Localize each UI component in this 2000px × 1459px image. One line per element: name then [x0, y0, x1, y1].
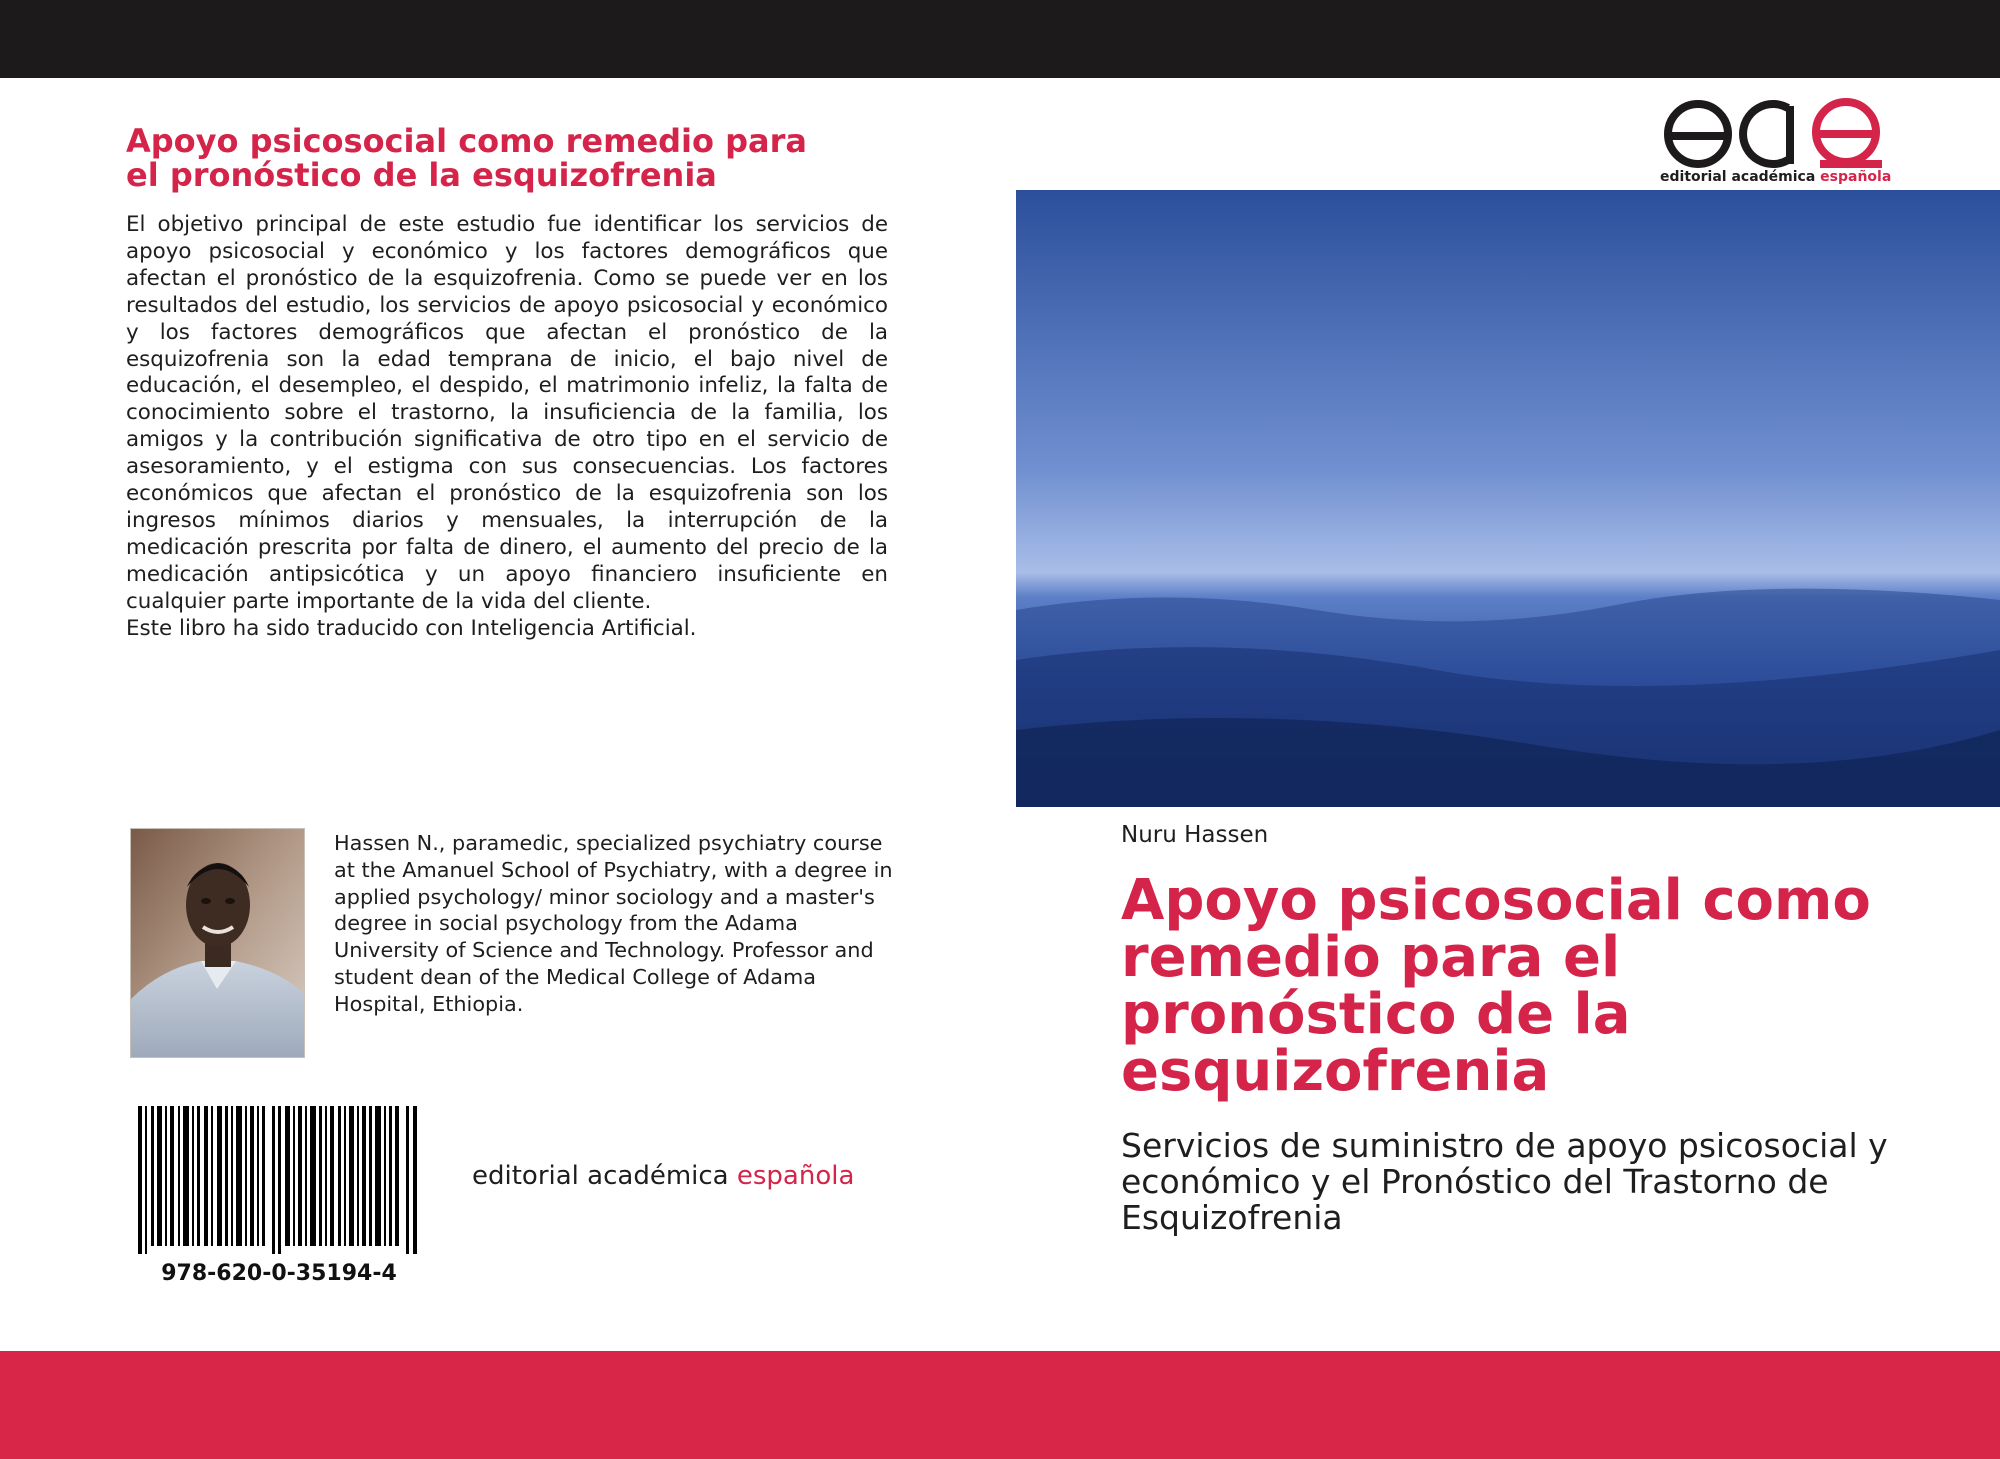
translation-note: Este libro ha sido traducido con Inteligencia Artificial. — [126, 615, 697, 641]
logo-wordmark-part-2: española — [1820, 169, 1892, 185]
publisher-name-part-1: editorial académica — [472, 1161, 737, 1191]
front-cover-subtitle: Servicios de suministro de apoyo psicosocial y económico y el Pronóstico del Trastorno de Esquizofrenia — [1121, 1126, 1888, 1237]
isbn-number: 978-620-0-35194-4 — [161, 1261, 397, 1286]
back-title-line-1: Apoyo psicosocial como remedio para — [126, 122, 808, 160]
publisher-name-part-2: española — [736, 1161, 855, 1191]
logo-wordmark-part-1: editorial académica — [1660, 169, 1821, 185]
blurb-paragraph: El objetivo principal de este estudio fue identificar los servicios de apoyo psicosocial y económico y los factores demográficos que afectan el pronóstico de la esquizofrenia. Como se puede ver en los resultados del estudio, los servicios de apoyo psicosocial y económico y los factores demográficos que afectan el pronóstico de la esquizofrenia son la edad temprana de inicio, el bajo nivel de educación, el desempleo, el despido, el matrimonio infeliz, la falta de conocimiento sobre el trastorno, la insuficiencia de la familia, los amigos y la contribución significativa de otro tipo en el servicio de asesoramiento, y el estigma con sus consecuencias. Los factores económicos que afectan el pronóstico de la esquizofrenia son los ingresos mínimos diarios y mensuales, la interrupción de la medicación prescrita por falta de dinero, el aumento del precio de la medicación antipsicótica y un apoyo financiero insuficiente en cualquier parte importante de la vida del cliente. — [126, 212, 888, 614]
author-photo — [130, 828, 305, 1058]
book-blurb — [126, 212, 888, 643]
publisher-name — [472, 1161, 892, 1191]
front-cover-title: Apoyo psicosocial como remedio para el pronóstico de la esquizofrenia — [1121, 868, 1871, 1104]
bottom-band — [0, 1351, 2000, 1459]
sea-image — [1016, 190, 2000, 807]
front-author-name: Nuru Hassen — [1121, 822, 1269, 848]
author-bio: Hassen N., paramedic, specialized psychiatry course at the Amanuel School of Psychiatry, with a degree in applied psychology/ minor sociology and a master's degree in social psychology from the Adama University of Science and Technology. Professor and student dean of the Medical College of Adama Hospital, Ethiopia. — [334, 831, 893, 1016]
back-title-line-2: el pronóstico de la esquizofrenia — [126, 156, 717, 194]
logo-wordmark — [1660, 169, 1892, 185]
top-band — [0, 0, 2000, 78]
isbn-barcode — [138, 1106, 420, 1254]
author-portrait-image — [131, 829, 304, 1057]
back-cover-title — [126, 124, 896, 192]
cover-sea-photo — [1016, 190, 2000, 807]
